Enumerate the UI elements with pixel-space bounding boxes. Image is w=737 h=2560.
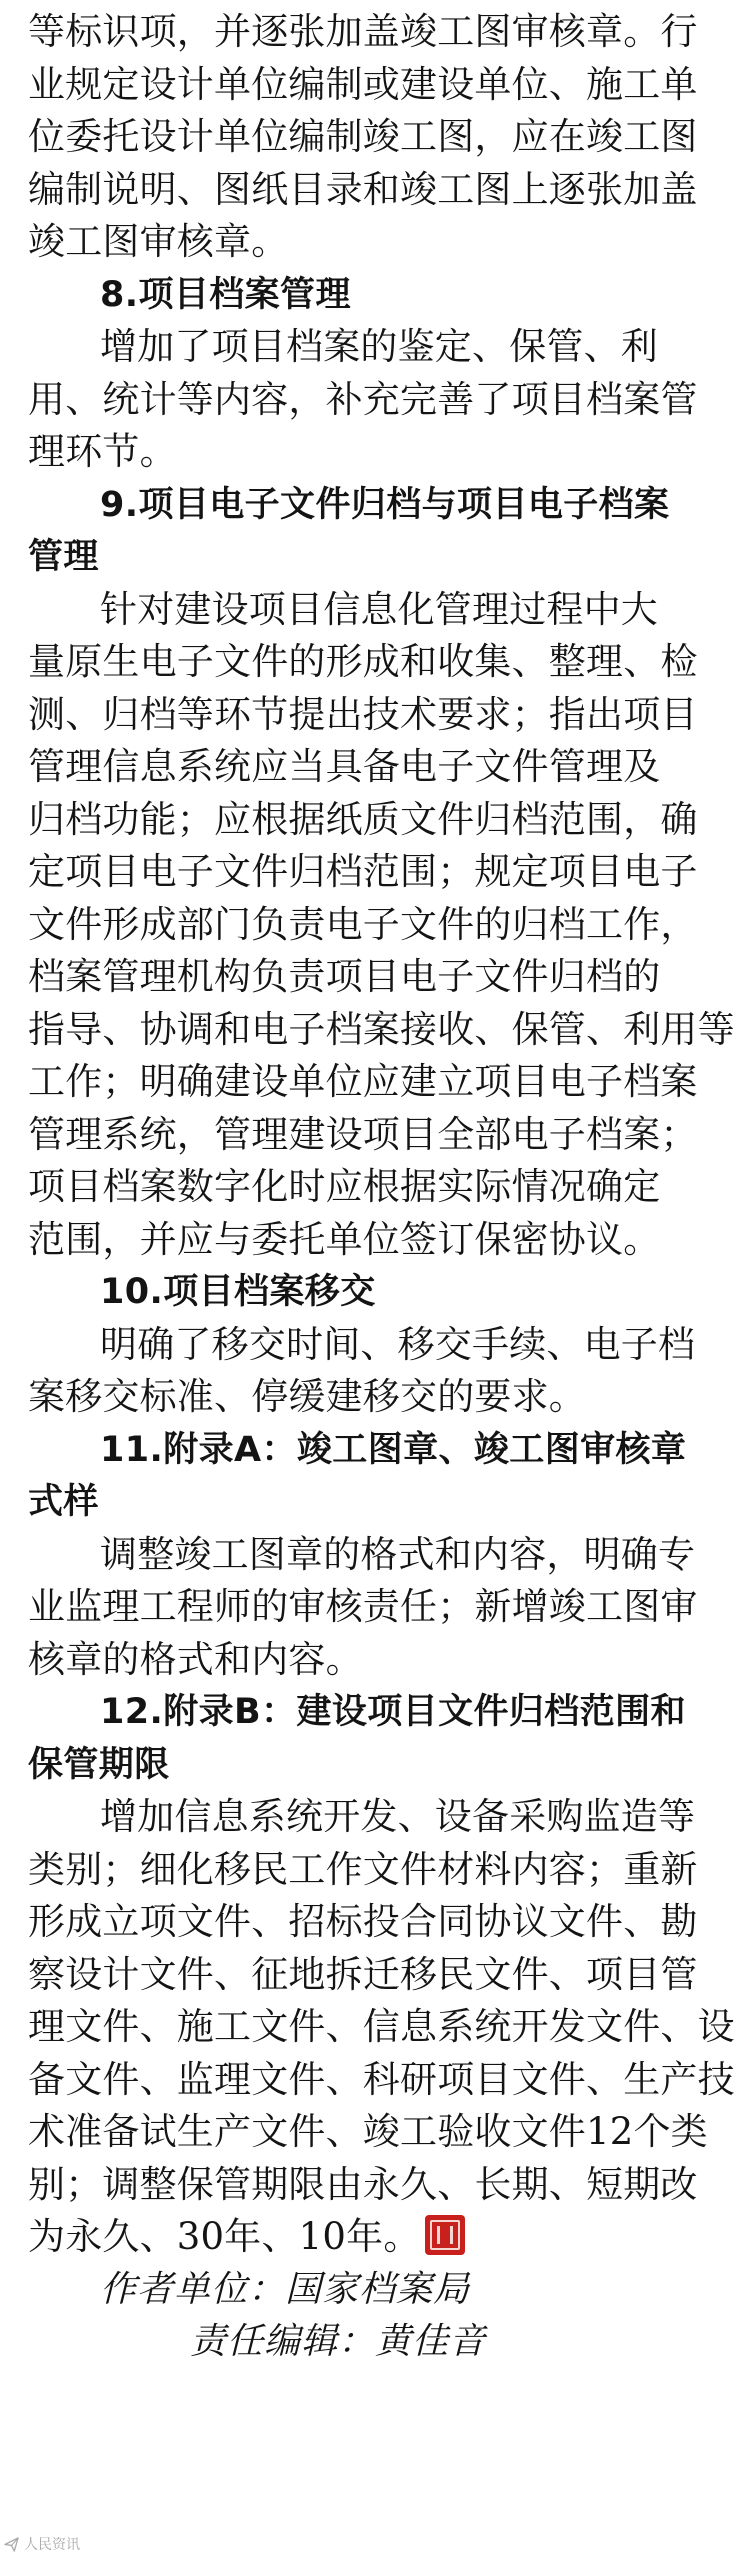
paragraph-line — [0, 1319, 737, 1372]
line-text: 工作；明确建设单位应建立项目电子档案 — [28, 1060, 698, 1103]
paragraph-line — [0, 636, 737, 689]
line-text: 定项目电子文件归档范围；规定项目电子 — [28, 850, 698, 893]
line-text: 调整竣工图章的格式和内容，明确专 — [100, 1532, 696, 1576]
line-text: 别；调整保管期限由永久、长期、短期改 — [28, 2162, 698, 2206]
heading-text: 9.项目电子文件归档与项目电子档案 — [100, 484, 670, 525]
line-text: 范围，并应与委托单位签订保密协议。 — [28, 1217, 661, 1261]
section-heading-line — [0, 479, 737, 532]
paragraph-line — [0, 111, 737, 164]
paragraph-line — [0, 846, 737, 899]
paragraph-line — [0, 1161, 737, 1214]
article-body — [0, 6, 737, 2264]
heading-text: 8.项目档案管理 — [100, 274, 351, 315]
responsible-editor: 责任编辑：黄佳音 — [190, 2321, 487, 2362]
heading-text: 12.附录B：建设项目文件归档范围和 — [100, 1692, 686, 1732]
paper-plane-icon — [4, 2537, 19, 2552]
line-text: 竣工图审核章。 — [28, 220, 289, 263]
paragraph-line — [0, 1004, 737, 1057]
line-text: 案移交标准、停缓建移交的要求。 — [28, 1375, 586, 1418]
line-text: 等标识项，并逐张加盖竣工图审核章。行 — [28, 10, 698, 53]
line-text: 指导、协调和电子档案接收、保管、利用等 — [28, 1007, 735, 1051]
heading-text: 11.附录A：竣工图章、竣工图审核章 — [100, 1429, 687, 1470]
paragraph-line — [0, 216, 737, 269]
line-text: 档案管理机构负责项目电子文件归档的 — [28, 955, 661, 998]
paragraph-line — [0, 2211, 737, 2264]
paragraph-line — [0, 6, 737, 59]
paragraph-line — [0, 1634, 737, 1687]
paragraph-line — [0, 1056, 737, 1109]
line-text: 量原生电子文件的形成和收集、整理、检 — [28, 640, 698, 683]
paragraph-line — [0, 321, 737, 374]
line-text: 理环节。 — [28, 430, 177, 473]
paragraph-line — [0, 1109, 737, 1162]
line-text: 文件形成部门负责电子文件的归档工作， — [28, 902, 698, 946]
watermark — [4, 2534, 80, 2554]
line-text: 归档功能；应根据纸质文件归档范围，确 — [28, 797, 698, 841]
line-text: 编制说明、图纸目录和竣工图上逐张加盖 — [28, 167, 698, 211]
watermark-text: 人民资讯 — [24, 2537, 80, 2553]
line-text: 位委托设计单位编制竣工图，应在竣工图 — [28, 115, 698, 158]
paragraph-line — [0, 741, 737, 794]
section-heading-line — [0, 269, 737, 322]
paragraph-line — [0, 2054, 737, 2107]
line-text: 增加信息系统开发、设备采购监造等 — [100, 1795, 696, 1838]
line-text: 针对建设项目信息化管理过程中大 — [100, 587, 658, 631]
section-heading-line — [0, 1266, 737, 1319]
heading-text: 式样 — [28, 1482, 99, 1522]
paragraph-line — [0, 899, 737, 952]
paragraph-line — [0, 1529, 737, 1582]
paragraph-line — [0, 1214, 737, 1267]
heading-text: 保管期限 — [28, 1744, 170, 1785]
paragraph-line — [0, 1844, 737, 1897]
line-text: 明确了移交时间、移交手续、电子档 — [100, 1322, 696, 1366]
line-text: 理文件、施工文件、信息系统开发文件、设 — [28, 2005, 735, 2048]
paragraph-line — [0, 164, 737, 217]
paragraph-line — [0, 2001, 737, 2054]
line-text: 管理信息系统应当具备电子文件管理及 — [28, 745, 661, 788]
line-text: 业规定设计单位编制或建设单位、施工单 — [28, 62, 698, 106]
section-heading-line — [0, 1686, 737, 1739]
line-text: 业监理工程师的审核责任；新增竣工图审 — [28, 1585, 698, 1628]
line-text: 增加了项目档案的鉴定、保管、利 — [100, 325, 658, 368]
paragraph-line — [0, 794, 737, 847]
line-text: 管理系统，管理建设项目全部电子档案； — [28, 1112, 698, 1156]
line-text: 为永久、30年、10年。 — [28, 2215, 421, 2258]
paragraph-line — [0, 1949, 737, 2002]
paragraph-line — [0, 1896, 737, 1949]
author-unit: 作者单位：国家档案局 — [100, 2268, 471, 2310]
paragraph-line — [0, 1791, 737, 1844]
line-text: 备文件、监理文件、科研项目文件、生产技 — [28, 2057, 735, 2101]
line-text: 测、归档等环节提出技术要求；指出项目 — [28, 692, 698, 736]
paragraph-line — [0, 689, 737, 742]
paragraph-line — [0, 426, 737, 479]
heading-text: 管理 — [28, 537, 99, 577]
line-text: 项目档案数字化时应根据实际情况确定 — [28, 1165, 661, 1208]
paragraph-line — [0, 951, 737, 1004]
paragraph-line — [0, 2159, 737, 2212]
paragraph-line — [0, 59, 737, 112]
section-heading-line — [0, 1424, 737, 1477]
paragraph-line — [0, 584, 737, 637]
paragraph-line — [0, 1581, 737, 1634]
line-text: 用、统计等内容，补充完善了项目档案管 — [28, 377, 698, 421]
section-heading-line — [0, 531, 737, 584]
paragraph-line — [0, 374, 737, 427]
line-text: 形成立项文件、招标投合同协议文件、勘 — [28, 1900, 698, 1943]
line-text: 术准备试生产文件、竣工验收文件12个类 — [28, 2110, 708, 2153]
line-text: 察设计文件、征地拆迁移民文件、项目管 — [28, 1952, 698, 1996]
line-text: 核章的格式和内容。 — [28, 1637, 363, 1681]
seal-stamp-icon — [425, 2215, 465, 2255]
section-heading-line — [0, 1739, 737, 1792]
line-text: 类别；细化移民工作文件材料内容；重新 — [28, 1847, 698, 1891]
heading-text: 10.项目档案移交 — [100, 1272, 376, 1312]
section-heading-line — [0, 1476, 737, 1529]
paragraph-line — [0, 2106, 737, 2159]
paragraph-line — [0, 1371, 737, 1424]
